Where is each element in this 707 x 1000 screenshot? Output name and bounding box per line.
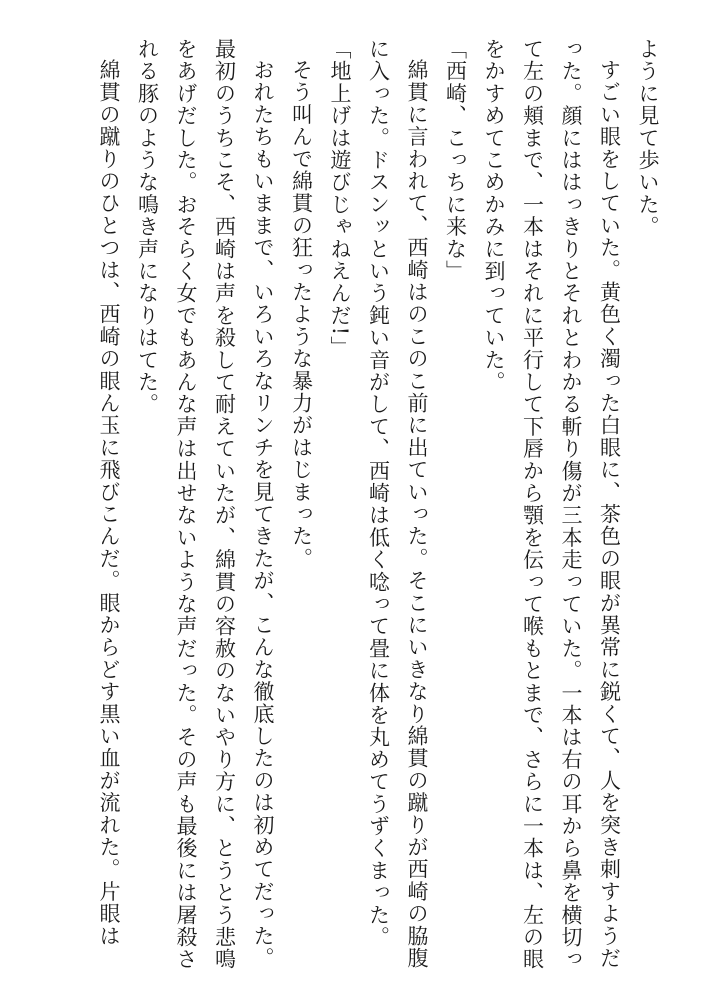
dialogue-line: 「地上げは遊びじゃねえんだ!」 bbox=[328, 38, 352, 359]
dialogue-line: 「西崎、こっちに来な」 bbox=[443, 38, 468, 283]
paragraph: そう叫んで綿貫の狂ったような暴力がはじまった。 bbox=[289, 59, 314, 570]
paragraph: 綿貫の蹴りのひとつは、西崎の眼ん玉に飛びこんだ。眼からどす黒い血が流れた。片眼は bbox=[97, 59, 121, 948]
paragraph: すごい眼をしていた。黄色く濁った白眼に、茶色の眼が異常に鋭くて、人を突き刺すようだった。顔にははっきりとそれとわかる斬り傷が三本走っていた。一本は右の耳から鼻を横切って左の頬まで、一本はそれに平行して下唇から顎を伝って喉もとまで、さらに一本は、左の眼をかすめてこめかみに到っていた。 bbox=[482, 38, 622, 971]
paragraph: おれたちもいままで、いろいろなリンチを見てきたが、こんな徹底したのは初めてだった。最初のうちこそ、西崎は声を殺して耐えていたが、綿貫の容赦のないやり方に、とうとう悲鳴をあげだした。おそらく女でもあんな声は出せないような声だった。その声も最後には屠殺される豚のような鳴き声になりはてた。 bbox=[135, 38, 275, 971]
vertical-text-body bbox=[90, 38, 668, 973]
paragraph: 綿貫に言われて、西崎はのこのこ前に出ていった。そこにいきなり綿貫の蹴りが西崎の脇腹に入った。ドスンッという鈍い音がして、西崎は低く唸って畳に体を丸めてうずくまった。 bbox=[366, 38, 429, 970]
paragraph: ように見て歩いた。 bbox=[636, 38, 660, 238]
